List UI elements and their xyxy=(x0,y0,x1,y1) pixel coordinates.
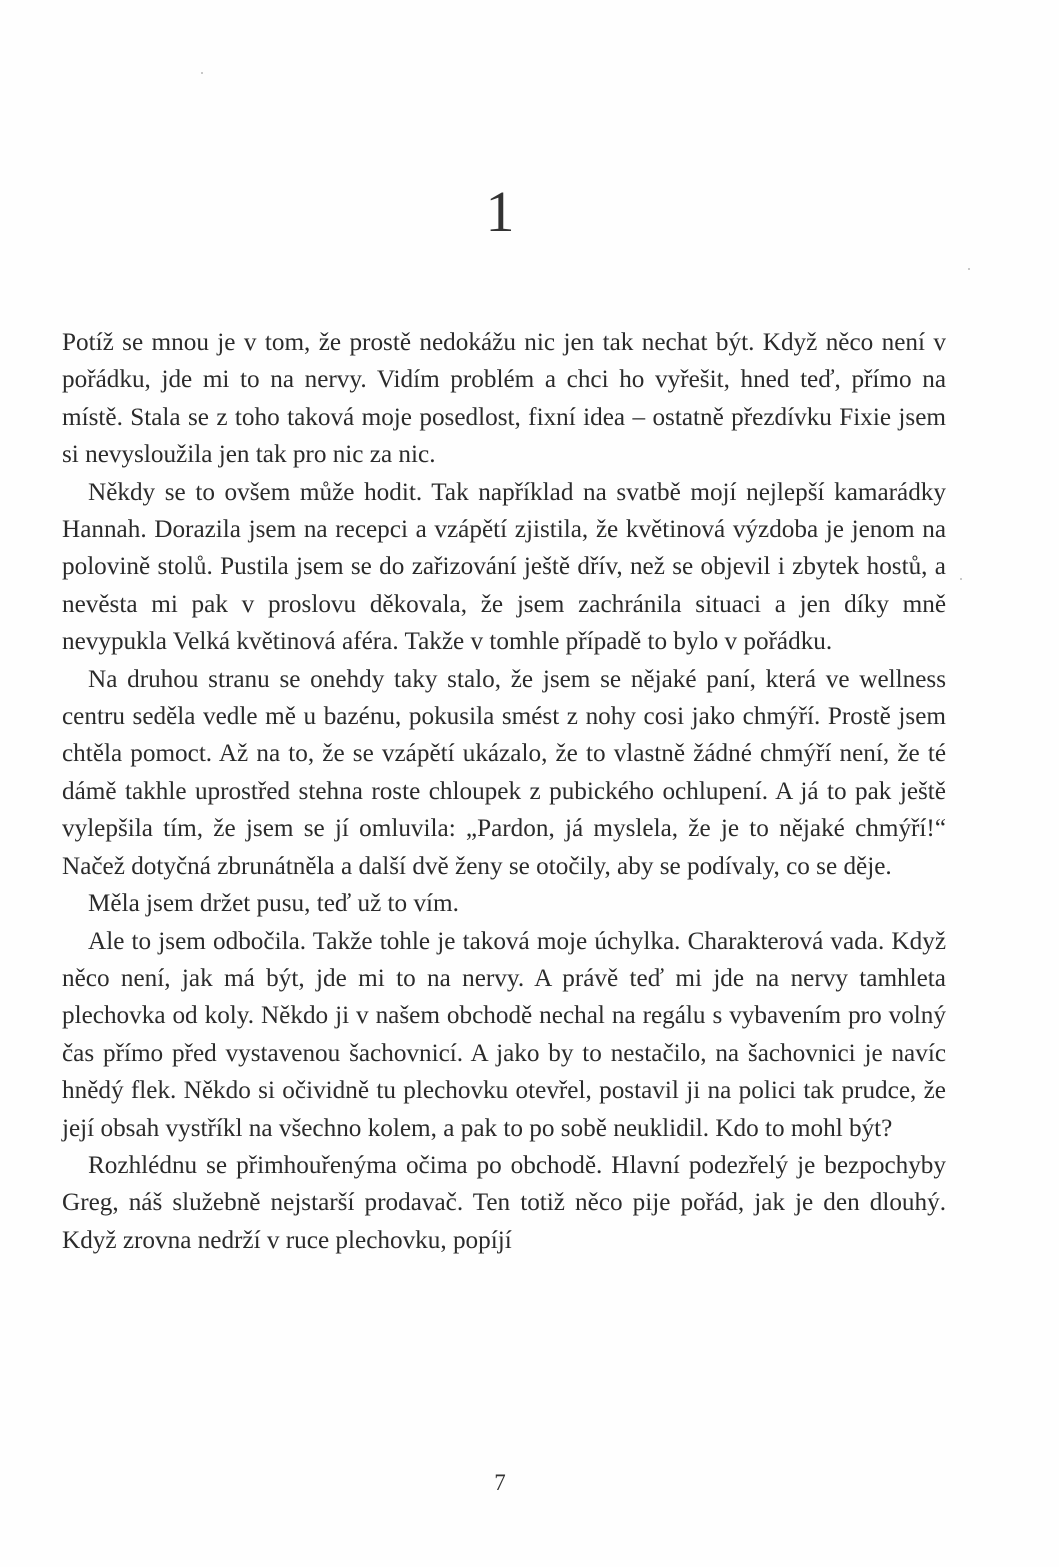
page-number: 7 xyxy=(494,1470,506,1495)
paragraph: Rozhlédnu se přimhouřenýma očima po obchodě. Hlavní podezřelý je bezpochyby Greg, náš služebně nejstarší prodavač. Ten totiž něco pije pořád, jak je den dlouhý. Když zrovna nedrží v ruce plechovku, popíjí xyxy=(62,1151,946,1254)
paragraph: Někdy se to ovšem může hodit. Tak například na svatbě mojí nejlepší kamarádky Hannah. Dorazila jsem na recepci a vzápětí zjistila, že květinová výzdoba je jenom na polovině stolů. Pustila jsem se do zařizování ještě dřív, než se objevil i zbytek hostů, a nevěsta mi pak v proslovu děkovala, že jsem zachránila situaci a jen díky mně nevypukla Velká květinová aféra. Takže v tomhle případě to bylo v pořádku. xyxy=(62,478,946,656)
paragraph: Ale to jsem odbočila. Takže tohle je taková moje úchylka. Charakterová vada. Když něco není, jak má být, jde mi to na nervy. A právě teď mi jde na nervy tamhleta plechovka od koly. Někdo ji v našem obchodě nechal na regálu s vybavením pro volný čas přímo před vystavenou šachovnicí. A jako by to nestačilo, na šachovnici je navíc hnědý flek. Někdo si očividně tu plechovku otevřel, postavil ji na polici tak prudce, že její obsah vystříkl na všechno kolem, a pak to po sobě neuklidil. Kdo to mohl být? xyxy=(62,927,946,1142)
paper-speck xyxy=(201,72,203,74)
paper-speck xyxy=(960,578,962,580)
chapter-number: 1 xyxy=(485,179,515,244)
paragraph: Měla jsem držet pusu, teď už to vím. xyxy=(88,890,459,918)
paragraph: Potíž se mnou je v tom, že prostě nedokážu nic jen tak nechat být. Když něco není v pořádku, jde mi to na nervy. Vidím problém a chci ho vyřešit, hned teď, přímo na místě. Stala se z toho taková moje posedlost, fixní idea – ostatně přezdívku Fixie jsem si nevysloužila jen tak pro nic za nic. xyxy=(62,329,946,469)
paragraph: Na druhou stranu se onehdy taky stalo, že jsem se nějaké paní, která ve wellness centru seděla vedle mě u bazénu, pokusila smést z nohy cosi jako chmýří. Prostě jsem chtěla pomoct. Až na to, že se vzápětí ukázalo, že to vlastně žádné chmýří není, že té dámě takhle uprostřed stehna roste chloupek z pubického ochlupení. A já to pak ještě vylepšila tím, že jsem se jí omluvila: „Pardon, já myslela, že je to nějaké chmýří!“ Načež dotyčná zbrunátněla a další dvě ženy se otočily, aby se podívaly, co se děje. xyxy=(62,665,946,880)
chapter-body xyxy=(62,324,946,1259)
paper-speck xyxy=(968,268,970,270)
